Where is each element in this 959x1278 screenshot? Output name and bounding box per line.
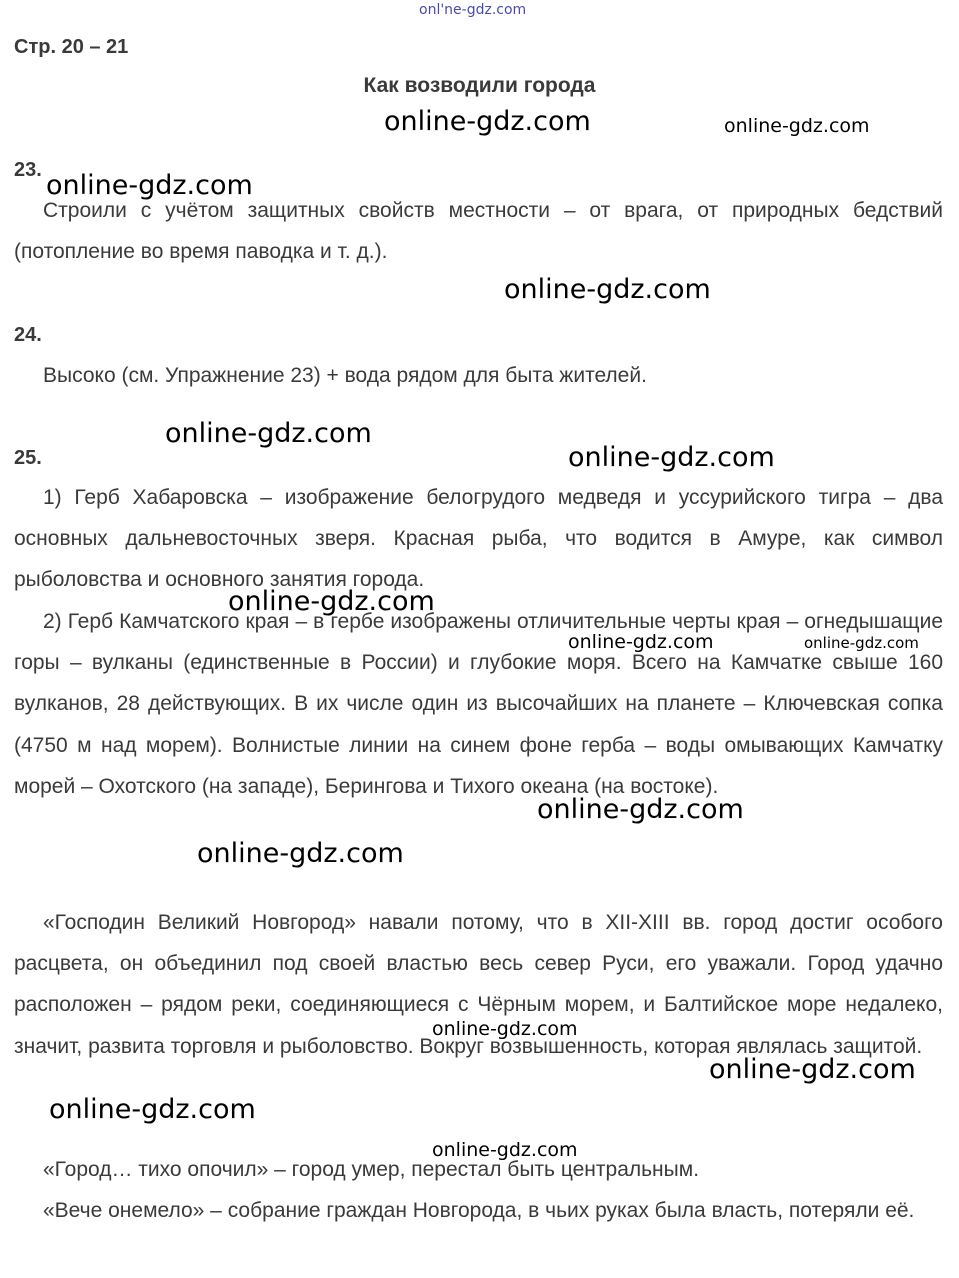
exercise-23-text: Строили с учётом защитных свойств местности – от врага, от природных бедствий (потопление во время паводка и т. д.). — [14, 199, 943, 264]
watermark: online-gdz.com — [709, 1054, 916, 1085]
exercise-25-paragraph-1: 1) Герб Хабаровска – изображение белогрудого медведя и уссурийского тигра – два основных дальневосточных зверя. Красная рыба, что водится в Амуре, как символ рыболовства и основного занятия города. — [14, 486, 943, 592]
page-range-header: Стр. 20 – 21 — [14, 36, 129, 58]
exercise-25-paragraph-2: 2) Герб Камчатского края – в гербе изображены отличительные черты края – огнедышащие горы – вулканы (единственные в России) и глубокие моря. Всего на Камчатке свыше 160 вулканов, 28 действующих. В их числе один из высочайших на планете – Ключевская сопка (4750 м над морем). Волнистые линии на синем фоне герба – воды омывающих Камчатку морей – Охотского (на западе), Берингова и Тихого океана (на востоке). — [14, 610, 943, 798]
watermark: online-gdz.com — [228, 586, 435, 617]
watermark: online-gdz.com — [432, 1018, 578, 1040]
page-title: Как возводили города — [363, 74, 596, 97]
watermark: online-gdz.com — [49, 1094, 256, 1125]
watermark: online-gdz.com — [504, 274, 711, 305]
watermark: online-gdz.com — [384, 106, 591, 137]
exercise-number: 23. — [14, 159, 42, 181]
watermark: online-gdz.com — [537, 794, 744, 825]
watermark: online-gdz.com — [197, 838, 404, 869]
novgorod-paragraph-1: «Господин Великий Новгород» навали потому, что в XII-XIII вв. город достиг особого расцвета, он объединил под своей властью весь север Руси, его уважали. Город удачно расположен – рядом реки, соединяющиеся с Чёрным морем, и Балтийское море недалеко, значит, развита торговля и рыболовство. Вокруг возвышенность, которая являлась защитой. — [14, 911, 943, 1058]
novgorod-paragraph-2: «Город… тихо опочил» – город умер, перестал быть центральным. — [43, 1158, 700, 1181]
watermark: online-gdz.com — [165, 418, 372, 449]
exercise-24-text: Высоко (см. Упражнение 23) + вода рядом для быта жителей. — [43, 364, 647, 387]
watermark: online-gdz.com — [46, 170, 253, 201]
novgorod-paragraph-3: «Вече онемело» – собрание граждан Новгорода, в чьих руках была власть, потеряли её. — [43, 1199, 915, 1222]
watermark: online-gdz.com — [804, 634, 919, 652]
watermark: online-gdz.com — [568, 631, 714, 653]
watermark: online-gdz.com — [568, 442, 775, 473]
watermark: online-gdz.com — [432, 1139, 578, 1161]
watermark: online-gdz.com — [724, 115, 870, 137]
watermark-top: onl'ne-gdz.com — [419, 2, 527, 18]
exercise-number: 24. — [14, 324, 42, 346]
exercise-number: 25. — [14, 447, 42, 469]
